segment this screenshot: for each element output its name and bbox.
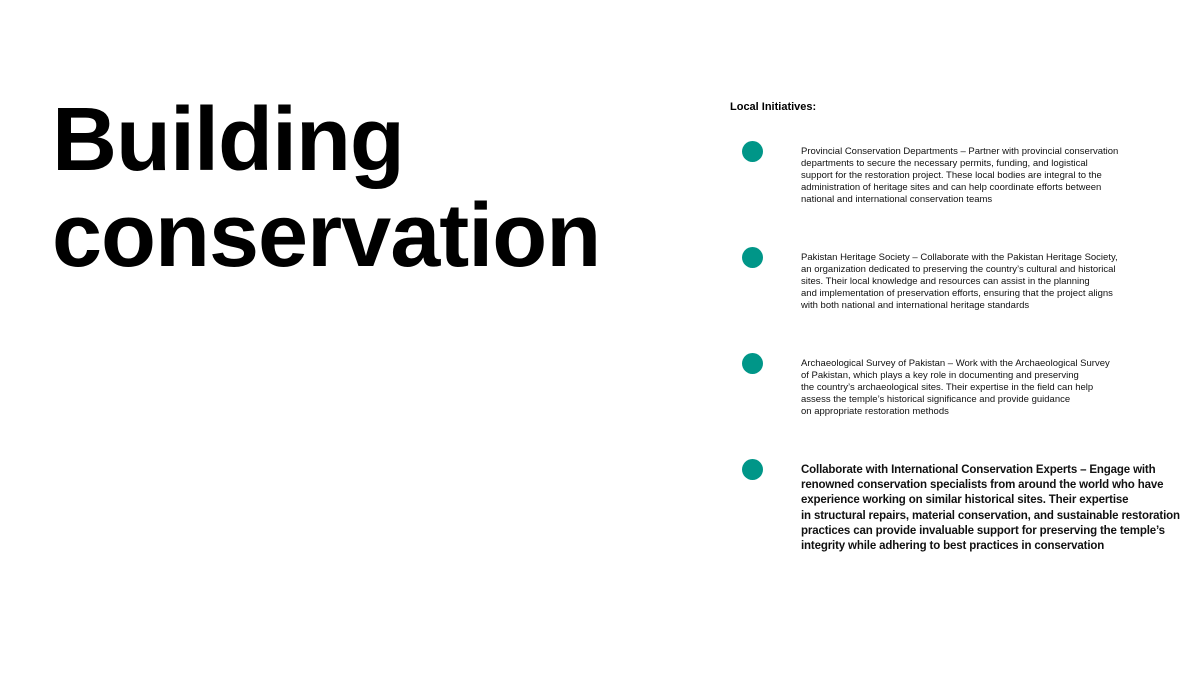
list-item-line: assess the temple’s historical significance and provide guidance [801,394,1071,405]
list-item-international-experts [801,463,1199,554]
list-item-line: Provincial Conservation Departments – Partner with provincial conservation [801,146,1119,157]
slide-title [52,92,672,284]
list-item-line: Collaborate with International Conservation Experts – Engage with [801,464,1156,476]
list-item-line: administration of heritage sites and can help coordinate efforts between [801,182,1102,193]
slide-title-line: Building [52,90,404,190]
list-item-line: experience working on similar historical sites. Their expertise [801,494,1129,507]
list-item-heritage-society [801,252,1151,312]
list-item-line: practices can provide invaluable support for preserving the temple’s [801,524,1165,537]
section-heading: Local Initiatives: [730,101,817,113]
list-item-line: with both national and international heritage standards [801,300,1030,311]
slide-title-line: conservation [52,186,601,286]
list-item-line: national and international conservation teams [801,194,993,205]
list-item-line: and implementation of preservation efforts, ensuring that the project aligns [801,288,1113,299]
list-item-line: on appropriate restoration methods [801,406,949,417]
list-item-line: an organization dedicated to preserving the country’s cultural and historical [801,264,1116,275]
bullet-dot-icon [742,459,763,480]
list-item-line: renowned conservation specialists from around the world who have [801,479,1164,492]
bullet-dot-icon [742,141,763,162]
list-item-line: the country’s archaeological sites. Their expertise in the field can help [801,382,1094,393]
list-item-line: support for the restoration project. These local bodies are integral to the [801,170,1102,181]
list-item-line: of Pakistan, which plays a key role in documenting and preserving [801,370,1079,381]
bullet-dot-icon [742,353,763,374]
list-item-line: Archaeological Survey of Pakistan – Work with the Archaeological Survey [801,358,1110,369]
bullet-dot-icon [742,247,763,268]
list-item-archaeological-survey [801,358,1151,418]
list-item-line: sites. Their local knowledge and resources can assist in the planning [801,276,1090,287]
list-item-line: integrity while adhering to best practices in conservation [801,540,1105,553]
list-item-line: in structural repairs, material conservation, and sustainable restoration [801,509,1180,522]
list-item-line: Pakistan Heritage Society – Collaborate with the Pakistan Heritage Society, [801,252,1118,263]
list-item-provincial-departments [801,146,1151,206]
list-item-line: departments to secure the necessary permits, funding, and logistical [801,158,1088,169]
